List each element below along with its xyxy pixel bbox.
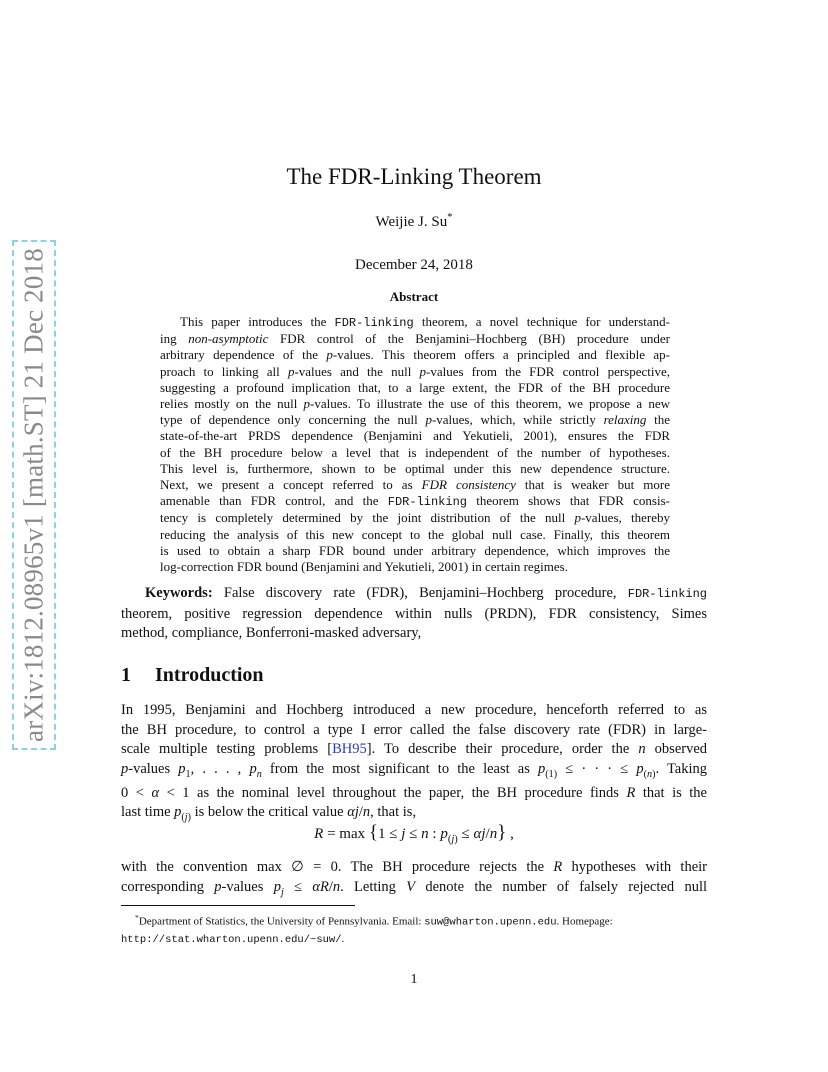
abstract-line: state-of-the-art PRDS dependence (Benjamini and Yekutieli, 2001), ensures the FDR (160, 428, 670, 444)
body-line: p-values $p_1$, . . . , $p_n$ from the most significant to the least as $p_{(1)}$ ≤ · · · ≤ $p_{(n)}$. Taking (121, 760, 708, 780)
abstract-line: type of dependence only concerning the null p-values, which, while strictly relaxing the (160, 412, 670, 428)
abstract-line: tency is completely determined by the joint distribution of the null p-values, thereby (160, 510, 670, 526)
citation-link[interactable]: BH95 (332, 741, 367, 757)
abstract-line: proach to linking all p-values and the null p-values from the FDR control perspective, (160, 363, 671, 379)
body-line: last time $p_{(j)}$ is below the critical value αj/n, that is, (121, 804, 417, 824)
abstract-line: reducing the analysis of this new concept to the global null case. Finally, this theorem (160, 526, 670, 542)
footnote-line: *Department of Statistics, the University of Pennsylvania. Email: suw@wharton.upenn.edu. Homepage: (135, 913, 613, 929)
abstract-line: is used to obtain a sharp FDR bound under arbitrary dependence, which improves the (160, 542, 670, 558)
abstract-line: This paper introduces the FDR-linking theorem, a novel technique for understand- (180, 314, 670, 330)
body-line: scale multiple testing problems [BH95]. To describe their procedure, order the n observed (121, 741, 708, 757)
section-number: 1 (121, 664, 131, 686)
homepage-link[interactable]: http://stat.wharton.upenn.edu/~suw/ (121, 933, 342, 946)
abstract-body (160, 314, 670, 575)
body-line: In 1995, Benjamini and Hochberg introduced a new procedure, henceforth referred to as (121, 702, 707, 718)
section-title: Introduction (155, 664, 264, 686)
abstract-line: This level is, furthermore, shown to be optimal under this new dependence structure. (160, 460, 670, 476)
body-line: 0 < α < 1 as the nominal level throughout the paper, the BH procedure finds R that is the (121, 784, 707, 801)
abstract-line: suggesting a profound implication that, to a large extent, the FDR of the BH procedure (160, 379, 670, 395)
footnote-line: http://stat.wharton.upenn.edu/~suw/. (121, 932, 345, 946)
email-link[interactable]: suw@wharton.upenn.edu (424, 916, 557, 929)
keywords-line: Keywords: False discovery rate (FDR), Benjamini–Hochberg procedure, FDR-linking (145, 585, 707, 601)
section-heading (121, 664, 264, 687)
arxiv-sidebar-stamp[interactable] (12, 240, 56, 750)
author-footnote-mark[interactable]: * (447, 212, 453, 223)
keywords-label: Keywords: (145, 585, 213, 601)
keywords-line: theorem, positive regression dependence within nulls (PRDN), FDR consistency, Simes (121, 605, 707, 622)
paper-date: December 24, 2018 (355, 257, 473, 273)
display-equation: R = max {1 ≤ j ≤ n : $p_{(j)} \le \alpha j/n$} , (314, 822, 514, 845)
abstract-line: of the BH procedure below a level that is independent of the number of hypotheses. (160, 444, 670, 460)
abstract-line: ing non-asymptotic FDR control of the Benjamini–Hochberg (BH) procedure under (160, 331, 670, 347)
footnote-rule (121, 905, 355, 906)
page-number: 1 (410, 972, 418, 987)
footnote (121, 910, 707, 948)
abstract-line: arbitrary dependence of the p-values. This theorem offers a principled and flexible ap- (160, 347, 671, 363)
body-line: corresponding p-values $p_j \le \alpha R/n$. Letting V denote the number of falsely rejected null (121, 878, 707, 898)
abstract-line: amenable than FDR control, and the FDR-linking theorem shows that FDR consis- (160, 493, 670, 510)
abstract-heading: Abstract (389, 289, 439, 304)
paper-title: The FDR-Linking Theorem (286, 164, 542, 189)
arxiv-identifier: arXiv:1812.08965v1 [math.ST] 21 Dec 2018 (18, 248, 49, 742)
abstract-line: relies mostly on the null p-values. To illustrate the use of this theorem, we propose a new (160, 396, 670, 412)
keywords-block (121, 584, 707, 644)
intro-paragraph-continued (121, 858, 707, 902)
keywords-line: method, compliance, Bonferroni-masked adversary, (121, 625, 422, 641)
author-name: Weijie J. Su (375, 214, 448, 230)
body-line: the BH procedure, to control a type I error called the false discovery rate (FDR) in large- (121, 721, 707, 738)
body-line: with the convention max ∅ = 0. The BH procedure rejects the R hypotheses with their (121, 859, 707, 875)
author-line (0, 212, 828, 231)
abstract-line: log-correction FDR bound (Benjamini and Yekutieli, 2001) in certain regimes. (160, 559, 568, 575)
intro-paragraph (121, 701, 707, 828)
abstract-line: Next, we present a concept referred to as FDR consistency that is weaker but more (160, 477, 670, 493)
